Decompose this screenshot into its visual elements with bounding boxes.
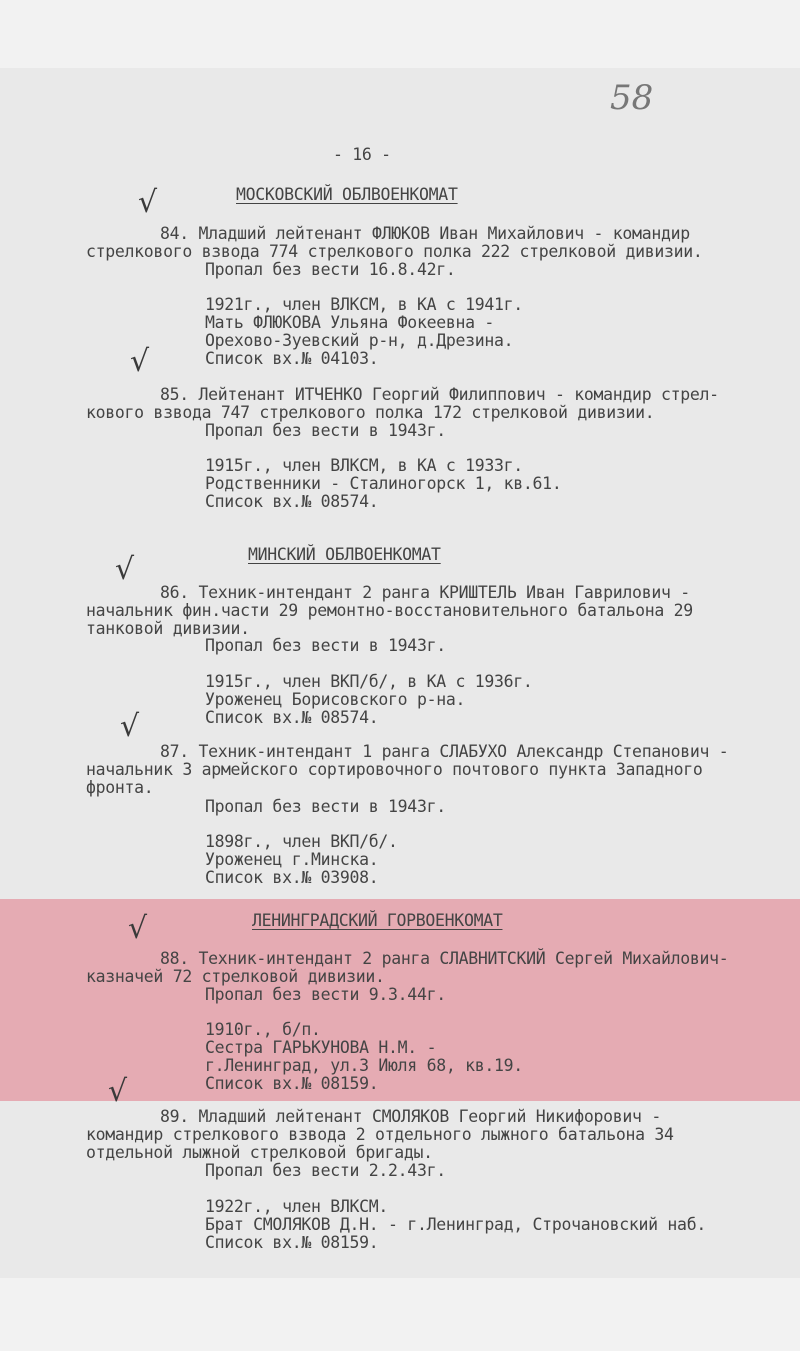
entry-line: начальник 3 армейского сортировочного почтового пункта Западного: [86, 760, 703, 779]
handwritten-page-number: 58: [610, 78, 654, 118]
entry-line: 89. Младший лейтенант СМОЛЯКОВ Георгий Никифорович -: [160, 1107, 661, 1126]
detail-line: Список вх.№ 04103.: [205, 349, 379, 368]
detail-line: Орехово-Зуевский р-н, д.Дрезина.: [205, 331, 514, 350]
detail-line: 1898г., член ВКП/б/.: [205, 832, 398, 851]
entry-line: 84. Младший лейтенант ФЛЮКОВ Иван Михайлович - командир: [160, 224, 690, 243]
detail-line: Сестра ГАРЬКУНОВА Н.М. -: [205, 1038, 437, 1057]
section-heading-minsk: МИНСКИЙ ОБЛВОЕНКОМАТ: [248, 545, 441, 564]
detail-line: Список вх.№ 08574.: [205, 708, 379, 727]
missing-line: Пропал без вести 2.2.43г.: [205, 1161, 446, 1180]
detail-line: 1921г., член ВЛКСМ, в КА с 1941г.: [205, 295, 523, 314]
section-heading-leningrad: ЛЕНИНГРАДСКИЙ ГОРВОЕНКОМАТ: [252, 911, 503, 930]
checkmark-icon: √: [128, 911, 148, 946]
detail-line: 1922г., член ВЛКСМ.: [205, 1197, 389, 1216]
detail-line: Список вх.№ 08574.: [205, 492, 379, 511]
entry-line: 85. Лейтенант ИТЧЕНКО Георгий Филиппович - командир стрел-: [160, 385, 719, 404]
entry-line: 87. Техник-интендант 1 ранга СЛАБУХО Александр Степанович -: [160, 742, 729, 761]
entry-line: кового взвода 747 стрелкового полка 172 стрелковой дивизии.: [86, 403, 655, 422]
checkmark-icon: √: [130, 344, 150, 379]
section-heading-moscow: МОСКОВСКИЙ ОБЛВОЕНКОМАТ: [236, 185, 458, 204]
entry-line: 88. Техник-интендант 2 ранга СЛАВНИТСКИЙ Сергей Михайлович-: [160, 949, 729, 968]
entry-line: командир стрелкового взвода 2 отдельного лыжного батальона 34: [86, 1125, 674, 1144]
detail-line: Уроженец г.Минска.: [205, 850, 379, 869]
detail-line: Брат СМОЛЯКОВ Д.Н. - г.Ленинград, Строчановский наб.: [205, 1215, 706, 1234]
missing-line: Пропал без вести в 1943г.: [205, 421, 446, 440]
detail-line: Список вх.№ 08159.: [205, 1233, 379, 1252]
missing-line: Пропал без вести 16.8.42г.: [205, 260, 456, 279]
checkmark-icon: √: [120, 709, 140, 744]
checkmark-icon: √: [115, 552, 135, 587]
detail-line: Список вх.№ 08159.: [205, 1074, 379, 1093]
detail-line: Мать ФЛЮКОВА Ульяна Фокеевна -: [205, 313, 495, 332]
detail-line: Список вх.№ 03908.: [205, 868, 379, 887]
missing-line: Пропал без вести в 1943г.: [205, 636, 446, 655]
detail-line: Уроженец Борисовского р-на.: [205, 690, 466, 709]
entry-line: казначей 72 стрелковой дивизии.: [86, 967, 385, 986]
checkmark-icon: √: [108, 1074, 128, 1109]
checkmark-icon: √: [138, 185, 158, 220]
entry-line: 86. Техник-интендант 2 ранга КРИШТЕЛЬ Иван Гаврилович -: [160, 583, 690, 602]
entry-line: танковой дивизии.: [86, 619, 250, 638]
detail-line: г.Ленинград, ул.3 Июля 68, кв.19.: [205, 1056, 523, 1075]
detail-line: 1915г., член ВКП/б/, в КА с 1936г.: [205, 672, 533, 691]
detail-line: Родственники - Сталиногорск 1, кв.61.: [205, 474, 562, 493]
missing-line: Пропал без вести 9.3.44г.: [205, 985, 446, 1004]
page-number: - 16 -: [333, 145, 391, 164]
entry-line: отдельной лыжной стрелковой бригады.: [86, 1143, 433, 1162]
entry-line: начальник фин.части 29 ремонтно-восстановительного батальона 29: [86, 601, 693, 620]
missing-line: Пропал без вести в 1943г.: [205, 797, 446, 816]
entry-line: стрелкового взвода 774 стрелкового полка 222 стрелковой дивизии.: [86, 242, 703, 261]
detail-line: 1910г., б/п.: [205, 1020, 321, 1039]
detail-line: 1915г., член ВЛКСМ, в КА с 1933г.: [205, 456, 523, 475]
entry-line: фронта.: [86, 778, 154, 797]
